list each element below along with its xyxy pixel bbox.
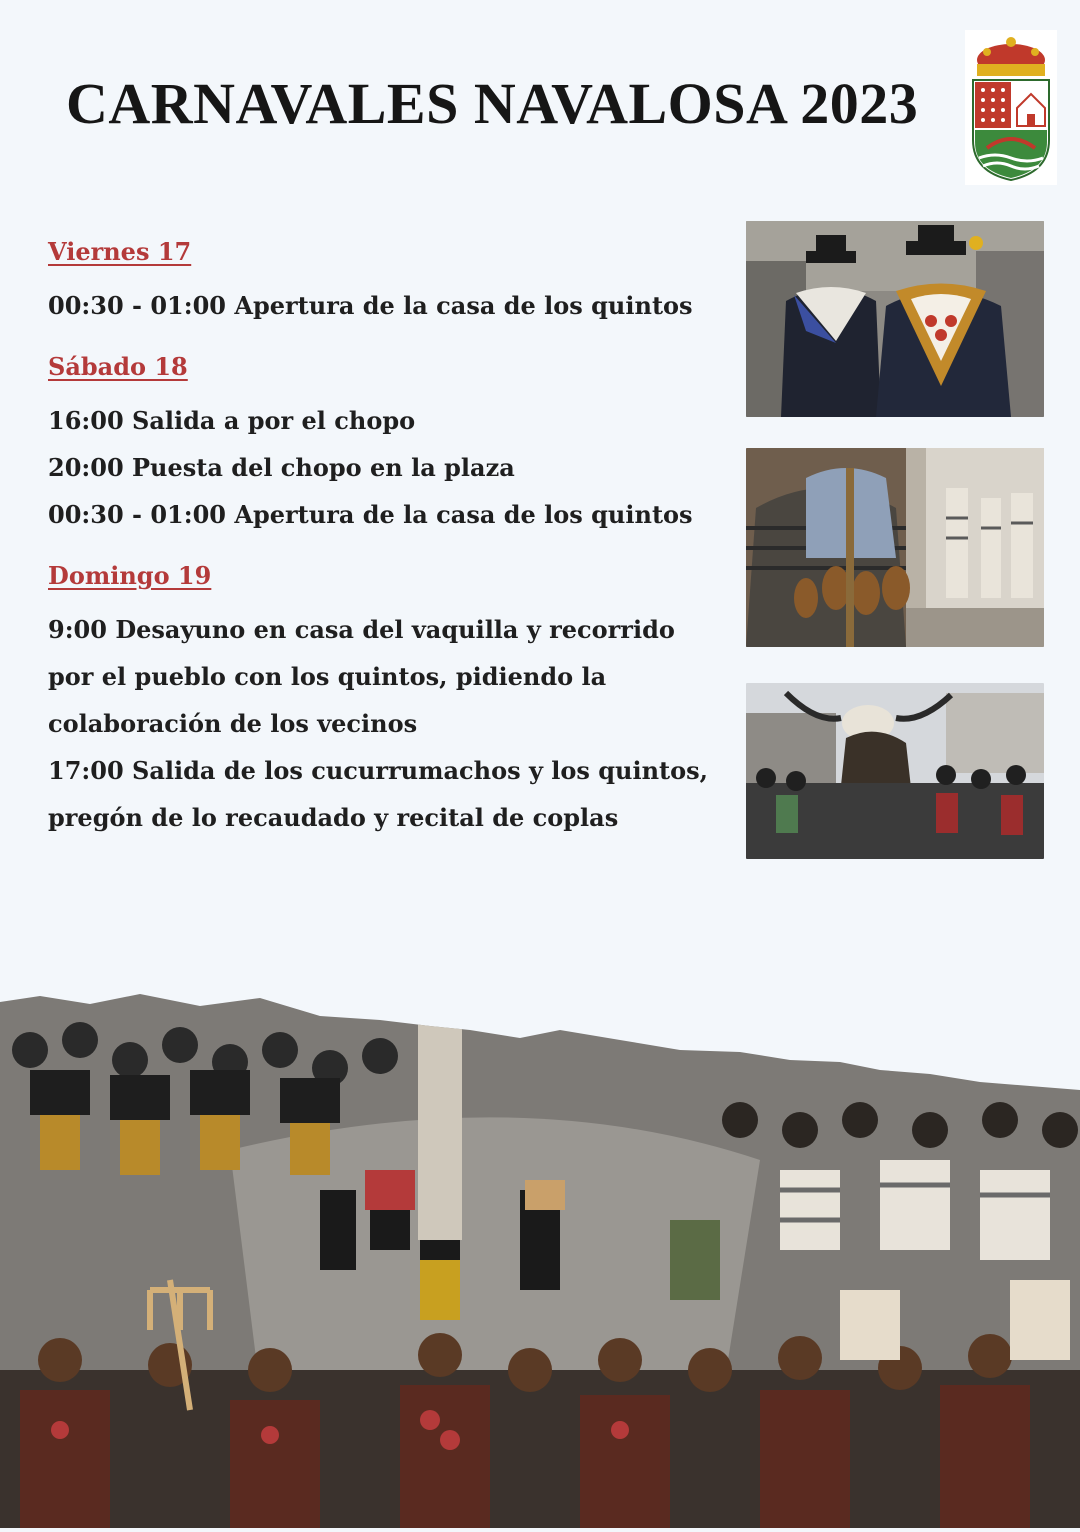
day-heading: Sábado 18 <box>48 352 188 381</box>
event-line: 16:00 Salida a por el chopo <box>48 406 416 435</box>
event-line: colaboración de los vecinos <box>48 709 418 738</box>
photo-plaza-crowd <box>0 990 1080 1528</box>
day-heading: Domingo 19 <box>48 561 212 590</box>
photo-quintos <box>746 221 1044 417</box>
event-line: 20:00 Puesta del chopo en la plaza <box>48 453 515 482</box>
event-line: 9:00 Desayuno en casa del vaquilla y recorrido <box>48 615 675 644</box>
schedule <box>48 232 738 859</box>
photo-cucurrumachos <box>746 448 1044 647</box>
page-title: CARNAVALES NAVALOSA 2023 <box>66 71 919 136</box>
photo-vaquilla <box>746 683 1044 859</box>
day-domingo <box>48 556 738 841</box>
event-line: por el pueblo con los quintos, pidiendo la <box>48 662 607 691</box>
day-viernes <box>48 232 738 329</box>
event-line: 17:00 Salida de los cucurrumachos y los quintos, <box>48 756 709 785</box>
day-heading: Viernes 17 <box>48 237 192 266</box>
event-line: 00:30 - 01:00 Apertura de la casa de los quintos <box>48 291 693 320</box>
event-line: 00:30 - 01:00 Apertura de la casa de los quintos <box>48 500 693 529</box>
event-line: pregón de lo recaudado y recital de coplas <box>48 803 619 832</box>
day-sabado <box>48 347 738 538</box>
coat-of-arms-icon <box>965 30 1057 185</box>
